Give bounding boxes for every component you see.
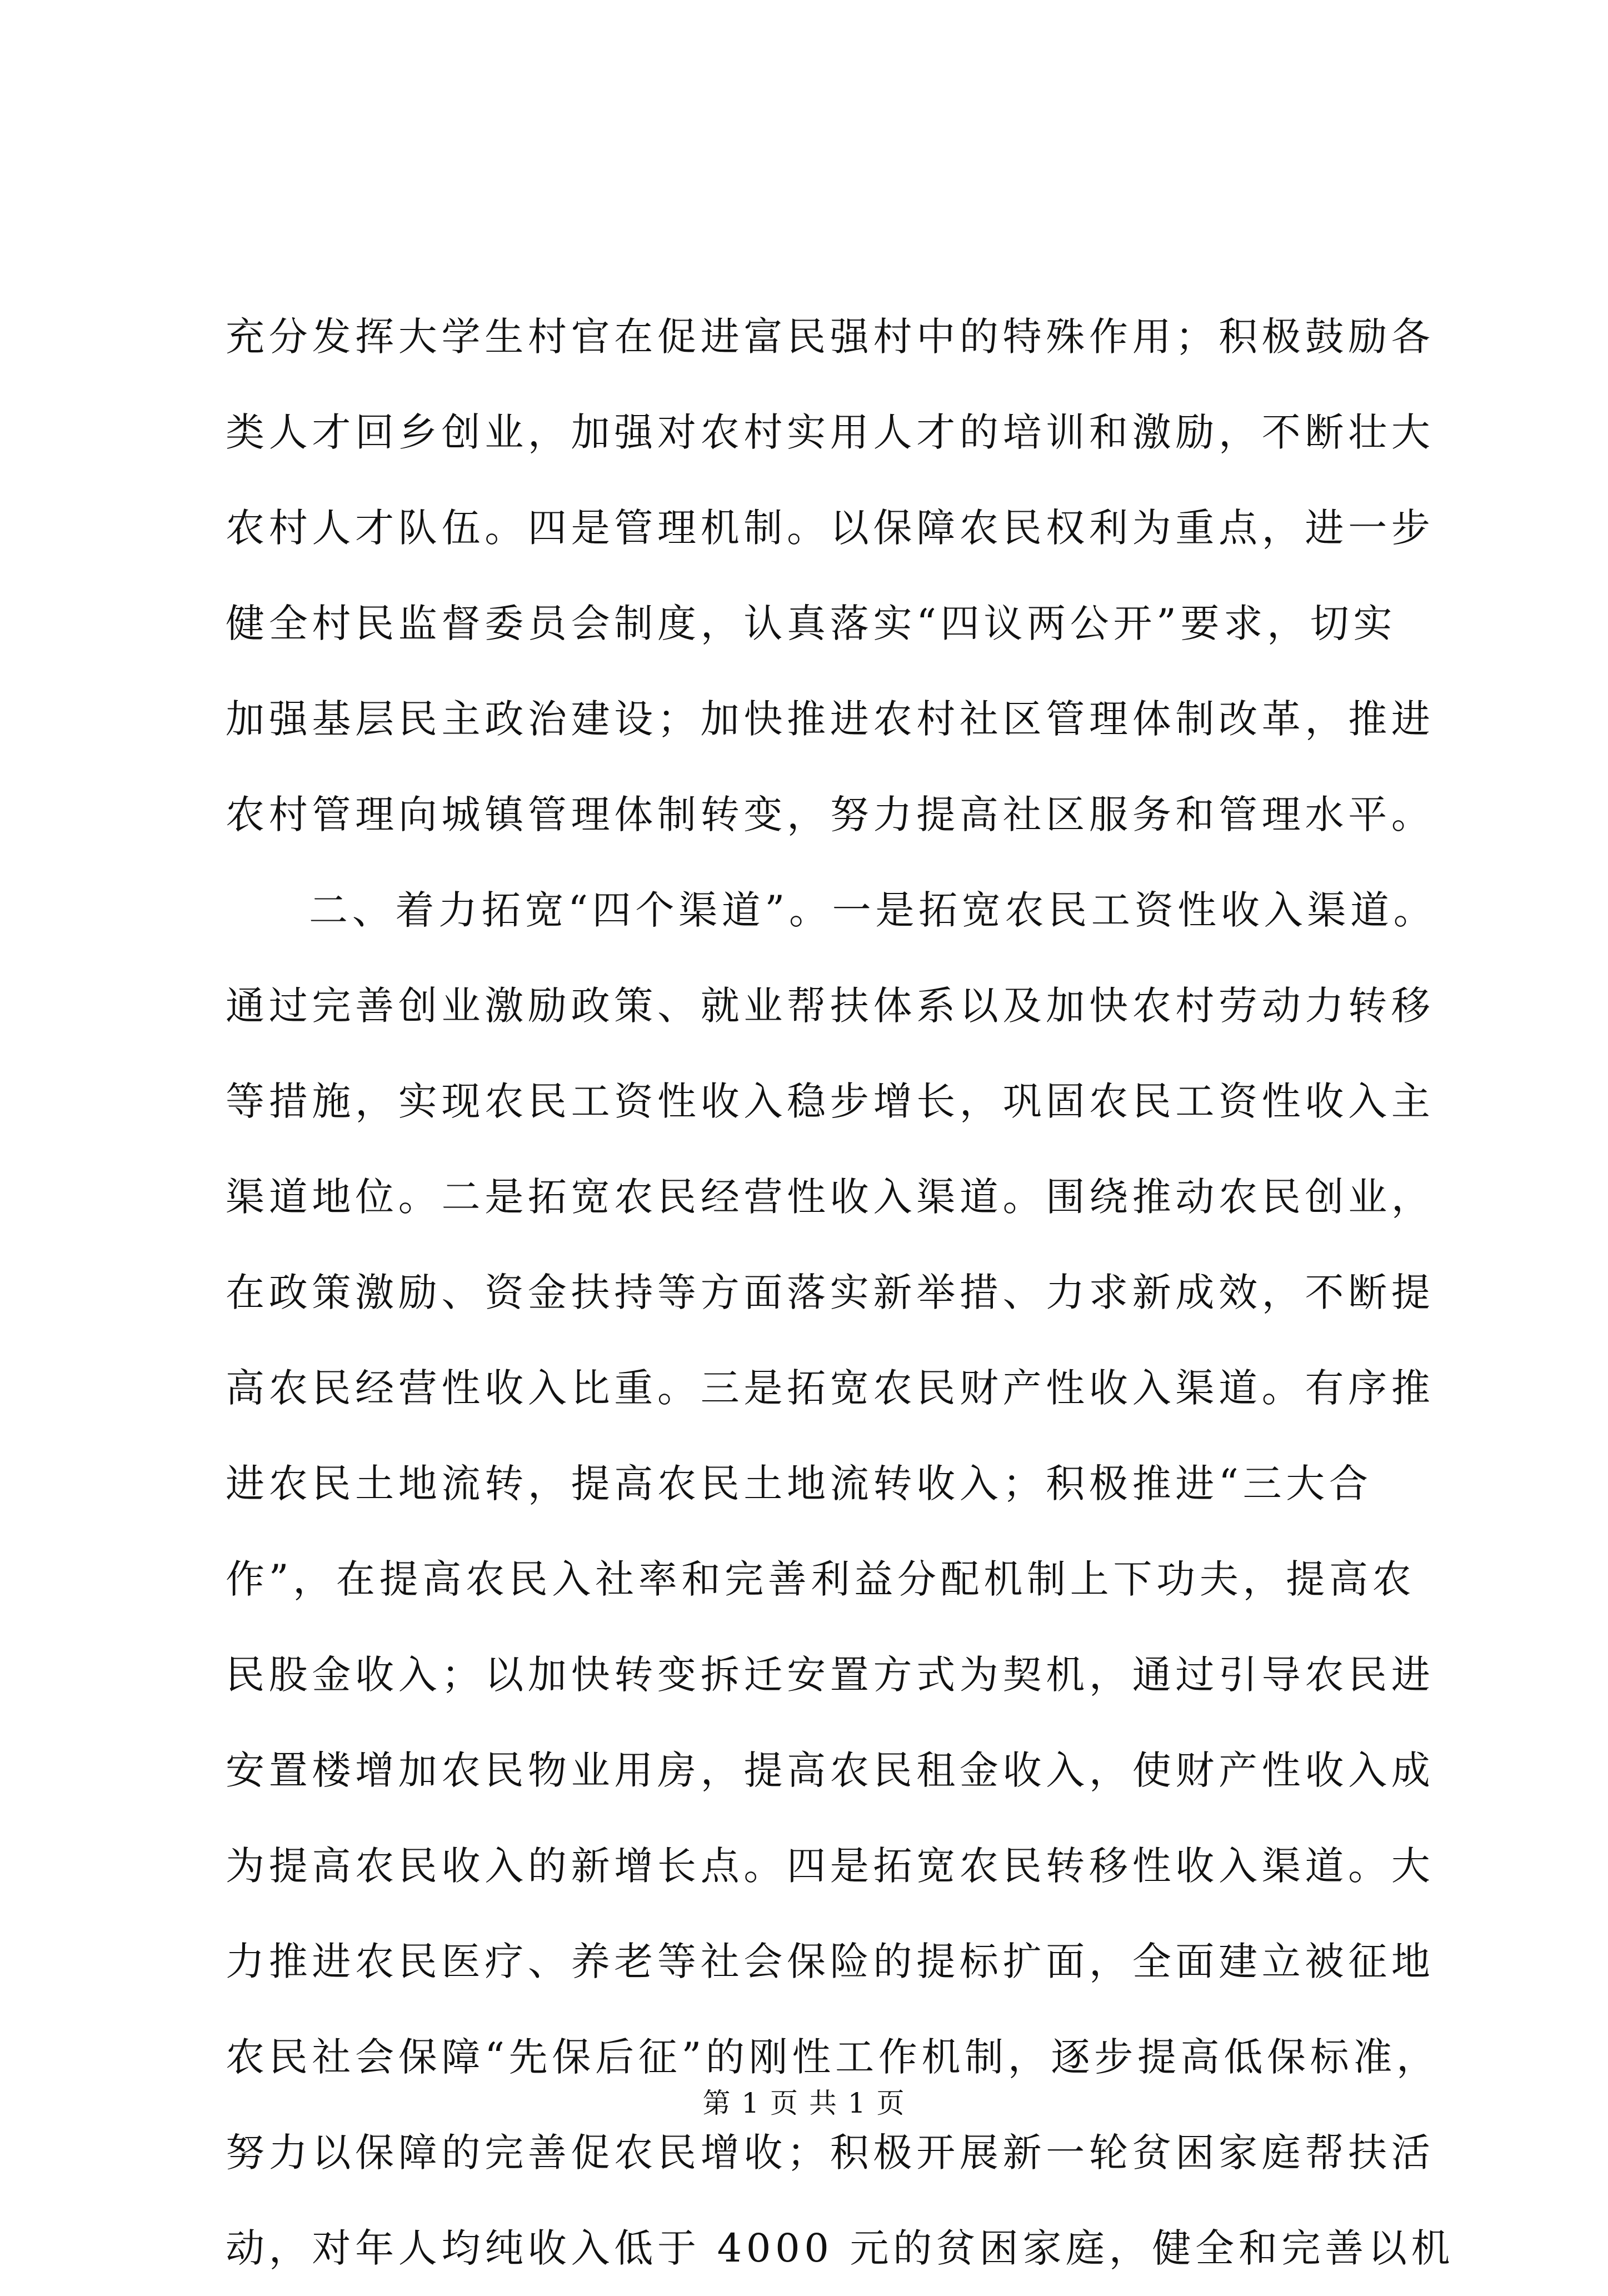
text-line: 努力以保障的完善促农民增收；积极开展新一轮贫困家庭帮扶活 (226, 2130, 1435, 2175)
text-line: 民股金收入；以加快转变拆迁安置方式为契机，通过引导农民进 (226, 1652, 1435, 1698)
text-line: 充分发挥大学生村官在促进富民强村中的特殊作用；积极鼓励各 (226, 314, 1435, 360)
page-footer: 第 1 页 共 1 页 (702, 2087, 906, 2119)
text-line: 通过完善创业激励政策、就业帮扶体系以及加快农村劳动力转移 (226, 983, 1435, 1029)
text-line: 进农民土地流转，提高农民土地流转收入；积极推进“三大合 (226, 1461, 1372, 1506)
paragraph-start-line: 二、着力拓宽“四个渠道”。一是拓宽农民工资性收入渠道。 (309, 887, 1437, 933)
text-line: 动，对年人均纯收入低于 4000 元的贫困家庭，健全和完善以机 (226, 2225, 1455, 2271)
text-line: 类人才回乡创业，加强对农村实用人才的培训和激励，不断壮大 (226, 410, 1435, 455)
text-line: 农村人才队伍。四是管理机制。以保障农民权利为重点，进一步 (226, 505, 1435, 551)
text-line: 健全村民监督委员会制度，认真落实“四议两公开”要求，切实 (226, 601, 1397, 646)
text-line: 力推进农民医疗、养老等社会保险的提标扩面，全面建立被征地 (226, 1939, 1435, 1984)
text-line: 农村管理向城镇管理体制转变，努力提高社区服务和管理水平。 (226, 792, 1435, 837)
body-text (226, 289, 1455, 2296)
text-line: 为提高农民收入的新增长点。四是拓宽农民转移性收入渠道。大 (226, 1843, 1435, 1889)
text-line: 等措施，实现农民工资性收入稳步增长，巩固农民工资性收入主 (226, 1079, 1435, 1124)
text-line: 加强基层民主政治建设；加快推进农村社区管理体制改革，推进 (226, 696, 1435, 742)
text-line: 作”，在提高农民入社率和完善利益分配机制上下功夫，提高农 (226, 1556, 1416, 1602)
text-line: 在政策激励、资金扶持等方面落实新举措、力求新成效，不断提 (226, 1270, 1435, 1315)
text-line: 安置楼增加农民物业用房，提高农民租金收入，使财产性收入成 (226, 1748, 1435, 1793)
text-line: 渠道地位。二是拓宽农民经营性收入渠道。围绕推动农民创业， (226, 1174, 1435, 1220)
text-line: 农民社会保障“先保后征”的刚性工作机制，逐步提高低保标准， (226, 2034, 1440, 2080)
text-line: 高农民经营性收入比重。三是拓宽农民财产性收入渠道。有序推 (226, 1365, 1435, 1411)
